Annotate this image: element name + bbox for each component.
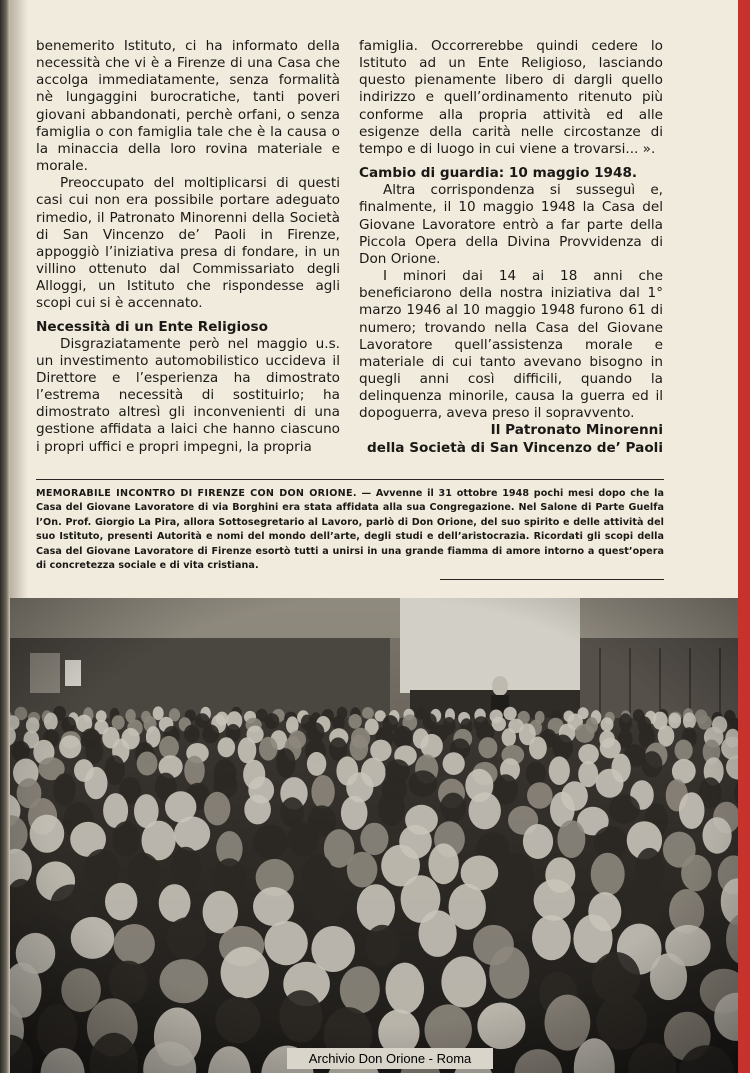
right-paragraph-2: Altra corrispondenza si susseguì e, finalmente, il 10 maggio 1948 la Casa del Giovane Lavoratore entrò a far parte della Piccola Opera della Divina Provvidenza di Don Orione. [359,182,663,267]
photo-caption [36,487,664,573]
signature-line-1: Il Patronato Minorenni [490,422,663,439]
hall-photo-illustration [10,598,738,1073]
left-paragraph-2: Preoccupato del moltiplicarsi di questi casi cui non era possibile portare adeguato rimedio, il Patronato Minorenni della Società di San Vincenzo de’ Paoli in Firenze, appoggiò l’iniziativa presa di fondare, in un villino ottenuto dal Commissariato degli Alloggi, un Istituto che rispondesse agli scopi cui si è accennato. [36,175,340,312]
assembly-hall-photo [10,598,738,1073]
right-paragraph-1: famiglia. Occorrerebbe quindi cedere lo Istituto ad un Ente Religioso, lasciando questo pienamente libero di dargli quello indirizzo e quell’ordinamento ritenuto più conforme alla propria attività ed alle esigenze della carità nelle circostanze di tempo e di luogo in cui viene a trovarsi... ». [359,38,663,157]
caption-bottom-rule [440,579,664,580]
archive-watermark-label: Archivio Don Orione - Roma [287,1048,493,1069]
red-page-tab [738,0,750,1073]
left-text-column [36,38,340,456]
caption-body: — Avvenne il 31 ottobre 1948 pochi mesi dopo che la Casa del Giovane Lavoratore di via Borghini era stata affidata alla sua Congregazione. Nel Salone di Parte Guelfa l’On. Prof. Giorgio La Pira, allora Sottosegretario al Lavoro, parlò di Don Orione, del suo spirito e delle attività del suo Istituto, presenti Autorità e nomi del mondo dell’arte, degli studi e dell’aristocrazia. Ricordati gli scopi della Casa del Giovane Lavoratore di Firenze esortò tutti a unirsi in una grande fiamma di amore intorno a quest’opera di concretezza sociale e di vita cristiana. [36,488,664,572]
right-text-column [359,38,663,457]
caption-lead: MEMORABILE INCONTRO DI FIRENZE CON DON ORIONE. [36,488,357,499]
right-paragraph-3: I minori dai 14 ai 18 anni che beneficiarono della nostra iniziativa dal 1° marzo 1946 al 10 maggio 1948 furono 61 di numero; trovando nella Casa del Giovane Lavoratore quell’assistenza morale e materiale di cui tanto avevano bisogno in quegli anni così difficili, quando la delinquenza minorile, causa la guerra ed il dopoguerra, aveva preso il sopravvento. [359,268,663,422]
left-paragraph-3: Disgraziatamente però nel maggio u.s. un investimento automobilistico uccideva il Direttore e l’esperienza ha dimostrato l’estrema necessità di sostituirlo; ha dimostrato altresì gli inconvenienti di una gestione affidata a laici che hanno ciascuno i propri uffici e propri impegni, la propria [36,335,340,455]
section-heading-ente-religioso: Necessità di un Ente Religioso [36,318,268,335]
signature-line-2: della Società di San Vincenzo de’ Paoli [367,439,663,456]
caption-top-rule [36,479,664,480]
page-binding-edge [0,0,10,1073]
section-heading-cambio-di-guardia: Cambio di guardia: 10 maggio 1948. [359,165,638,182]
left-paragraph-1: benemerito Istituto, ci ha informato della necessità che vi è a Firenze di una Casa che accolga immediatamente, senza formalità nè lungaggini burocratiche, tanti poveri giovani abbandonati, perchè orfani, o senza famiglia o con famiglia tale che è la causa o la minaccia della loro rovina materiale e morale. [36,38,340,175]
